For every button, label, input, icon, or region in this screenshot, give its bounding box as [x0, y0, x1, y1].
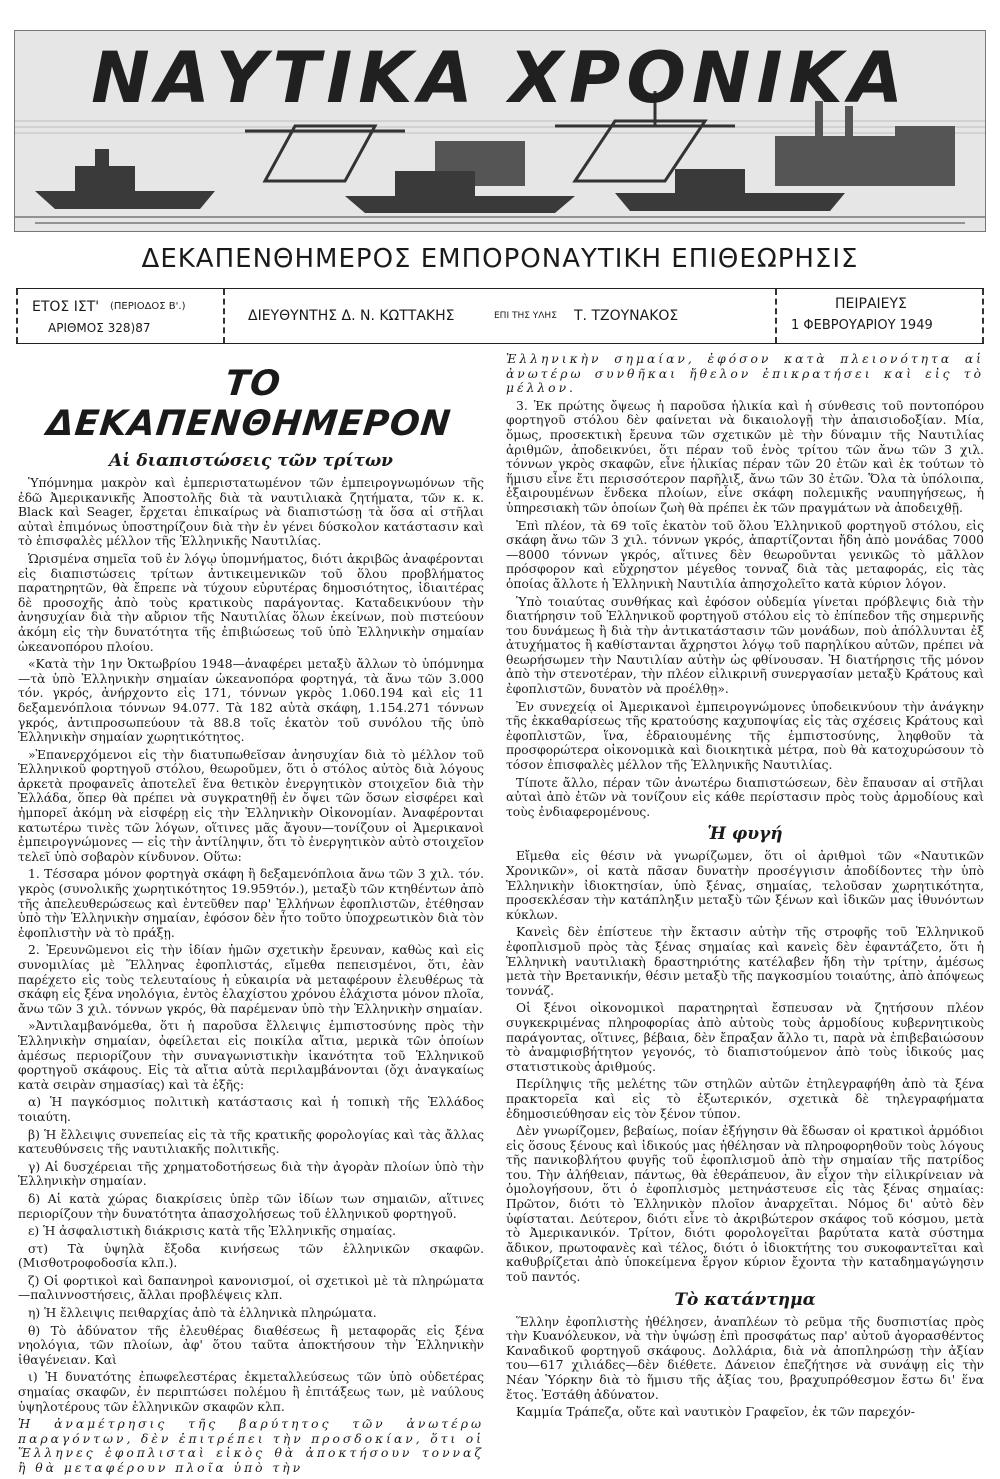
paragraph: Δὲν γνωρίζομεν, βεβαίως, ποίαν ἐξήγησιν θὰ ἔδωσαν οἱ κρατικοὶ ἁρμόδιοι εἰς ὅσους ξένους καὶ ἰδικούς μας ἠθέλησαν νὰ πληροφορηθοῦν τοὺς λόγους τῆς πανικοβλήτου φυγῆς τοῦ ἐφοπλισμοῦ ἀπὸ τὴν σημαίαν τῆς πατρίδος του. Τὴν ἀλήθειαν, πάντως, θὰ ἐθεράπευον, ἂν εἶχον τὴν εἰλικρίνειαν νὰ ὁμολογήσουν, ὅτι ὁ ἐφοπλισμὸς μετηνάστευσε εἰς τὰς ξένας σημαίας: Πρῶτον, διότι τὸ Ἑλληνικὸν πλοῖον ἀναρχεῖται. Νόμος δι' αὐτὸ δὲν ὑφίσταται. Δεύτερον, διότι εἶνε τὸ ἀκριβώτερον σκάφος τοῦ κόσμου, μετὰ τὸ Ἀμερικανικόν. Τρίτον, διότι φορολογεῖται βαρύτατα κατὰ σύστημα ἄδικον, πρωτοφανὲς καὶ τέλος, διότι ὁ ἰδιοκτήτης του συκοφαντεῖται καὶ καθυβρίζεται ἀπὸ ὑποκείμενα ἔργον κύριον ἔχοντα τὴν καταδημαγώγησιν τοῦ παντός. [506, 1124, 984, 1285]
right-column [506, 352, 984, 1423]
editor-name: Τ. ΤΖΟΥΝΑΚΟΣ [574, 308, 679, 324]
list-item: γ) Αἱ δυσχέρειαι τῆς χρηματοδοτήσεως διὰ τὴν ἀγορὰν πλοίων ὑπὸ τὴν Ἑλληνικὴν σημαίαν. [18, 1159, 484, 1189]
issue-date: 1 ΦΕΒΡΟΥΑΡΙΟΥ 1949 [791, 318, 933, 333]
paragraph: «Κατὰ τὴν 1ην Ὀκτωβρίου 1948—ἀναφέρει μεταξὺ ἄλλων τὸ ὑπόμνημα—τὰ ὑπὸ Ἑλληνικὴν σημαίαν ὠκεανοπόρα φορτηγά, τὰ ἄνω τῶν 3.000 τόν. γκρός, ἀνήρχοντο εἰς 171, τόννων γκρὸς 1.060.194 καὶ εἰς 11 δεξαμενόπλοια τόννων 94.077. Τὰ 182 αὐτὰ σκάφη, 1.154.271 τόννων γκρός, ἀντιπροσωπεύουν τὰ 88.8 τοῖς ἑκατὸν τοῦ συνόλου τῆς ὑπὸ Ἑλληνικὴν σημαίαν χωρητικότητος. [18, 657, 484, 745]
paragraph: Ἡ ἀναμέτρησις τῆς βαρύτητος τῶν ἀνωτέρω παραγόντων, δὲν ἐπιτρέπει τὴν προσδοκίαν, ὅτι οἱ Ἕλληνες ἐφοπλισταὶ εἰκὸς θὰ ἀποκτήσουν τονναζ ἢ θὰ μεταφέρουν πλοῖα ὑπὸ τὴν [18, 1417, 484, 1475]
list-item: α) Ἡ παγκόσμιος πολιτικὴ κατάστασις καὶ ἡ τοπικὴ τῆς Ἑλλάδος τοιαύτη. [18, 1095, 484, 1124]
year-label: ΕΤΟΣ ΙΣΤ' [32, 299, 100, 315]
paragraph: 2. Ἐρευνῶμενοι εἰς τὴν ἰδίαν ἡμῶν σχετικὴν ἔρευναν, καθὼς καὶ εἰς συνομιλίας μὲ Ἕλληνας ἐφοπλιστάς, εἴμεθα πεπεισμένοι, ὅτι, ἐὰν παρέχετο εἰς τοὺς τελευταίους ἡ εὐκαιρία νὰ μεταφέρουν ἐλευθέρως τὰ σκάφη εἰς ξένα νηολόγια, ἐντὸς ἐλαχίστου χρόνου ἐλάχιστα μόνον πλοῖα, ἄνω τῶν 3 χιλ. τόννων γκρός, θὰ παρέμεναν ὑπὸ τὴν Ἑλληνικὴν σημαίαν. [18, 943, 484, 1016]
paragraph: Ἑλληνικὴν σημαίαν, ἐφόσον κατὰ πλειονότητα αἱ ἀνωτέρω συνθῆκαι ἤθελον ἐπικρατήσει καὶ εἰς τὸ μέλλον. [506, 352, 984, 396]
paragraph: Κανεὶς δὲν ἐπίστευε τὴν ἔκτασιν αὐτὴν τῆς στροφῆς τοῦ Ἑλληνικοῦ ἐφοπλισμοῦ πρὸς τὰς ξένας σημαίας καὶ κανεὶς δὲν ἐφαντάζετο, ὅτι ἡ Ἑλληνικὴ ναυτιλιακὴ δραστηριότης κατέλαβεν ἤδη τὴν τρίτην, ἀμέσως μετὰ τὴν Βρετανικήν, θέσιν μεταξὺ τῆς παγκοσμίου τοιαύτης, ἀπὸ ἀπόψεως τοννάζ. [506, 925, 984, 998]
article-title: Ἡ φυγή [707, 824, 783, 845]
issue-number: ΑΡΙΘΜΟΣ 328)87 [48, 321, 151, 335]
director-name: ΔΙΕΥΘΥΝΤΗΣ Δ. Ν. ΚΩΤΤΑΚΗΣ [248, 308, 455, 324]
editor-label: ΕΠΙ ΤΗΣ ΥΛΗΣ [494, 311, 557, 321]
period-label: (ΠΕΡΙΟΔΟΣ Β'.) [110, 301, 186, 312]
paragraph: Ἕλλην ἐφοπλιστὴς ἠθέλησεν, ἀναπλέων τὸ ρεῦμα τῆς δυσπιστίας πρὸς τὴν Κυανόλευκον, νὰ τὴν ὑψώσῃ ἐπὶ προσφάτως παρ' αὐτοῦ ἀγορασθέντος Καναδικοῦ φορτηγοῦ σκάφους. Δολλάρια, διὰ νὰ ἀποπληρώσῃ τὴν ἀξίαν του—617 χιλιάδες—δὲν διέθετε. Δάνειον ἐπεζήτησε νὰ συνάψῃ εἰς τὴν Νέαν Ὑόρκην διὰ τὸ ἥμισυ τῆς ἀξίας του, βραχυπρόθεσμον ἔστω δι' ἕνα ἔτος. Ἐστάθη ἀδύνατον. [506, 1314, 984, 1402]
paragraph: Ἐπὶ πλέον, τὰ 69 τοῖς ἑκατὸν τοῦ ὅλου Ἑλληνικοῦ φορτηγοῦ στόλου, εἰς σκάφη ἄνω τῶν 3 χιλ. τόννων γκρός, ἀπαρτίζονται ἤδη ἀπὸ μονάδας 7000—8000 τόννων γκρός, αἵτινες δὲν θεωροῦνται γενικῶς τὸ μᾶλλον πρόσφορον καὶ εὔχρηστον μέγεθος τονναζ διὰ τὰς μεταφοράς, εἰς τὰς ὁποίας ἄλλοτε ἡ Ἑλληνικὴ Ναυτιλία ἀπησχολεῖτο κατὰ κύριον λόγον. [506, 518, 984, 591]
paragraph: Οἱ ξένοι οἰκονομικοὶ παρατηρηταὶ ἔσπευσαν νὰ ζητήσουν πλέον συγκεκριμένας πληροφορίας ἀπὸ αὐτοὺς τοὺς ἁρμοδίους κυβερνητικοὺς παράγοντας, οἵτινες, βέβαια, δὲν ἔπραξαν ἄλλο τι, παρὰ νὰ ἐπιβεβαιώσουν τὸ ἀναμφισβήτητον γεγονός, τὸ διαπιστούμενον ἀπὸ τοὺς ἰδικούς μας στατιστικοὺς ἀριθμούς. [506, 1001, 984, 1074]
article-title: Αἱ διαπιστώσεις τῶν τρίτων [109, 451, 393, 471]
paragraph: Ἐν συνεχείᾳ οἱ Ἀμερικανοὶ ἐμπειρογνώμονες ὑποδεικνύουν τὴν ἀνάγκην τῆς ἐκκαθαρίσεως τῆς κρατούσης καχυποψίας εἰς τὰς σχέσεις Κράτους καὶ ἐφοπλιστῶν, ἵνα, ἑδραιουμένης τῆς ἐμπιστοσύνης, ληφθοῦν τὰ προσφορώτερα οἰκονομικὰ καὶ διοικητικὰ μέτρα, ποὺ θὰ κατοχυρώσουν τὸ τόσον ἐπισφαλὲς μέλλον τῆς Ἑλληνικῆς Ναυτιλίας. [506, 699, 984, 773]
paragraph: Καμμία Τράπεζα, οὔτε καὶ ναυτικὸν Γραφεῖον, ἐκ τῶν παρεχόν- [516, 1405, 915, 1420]
issue-info-bar [16, 288, 984, 344]
paragraph: Εἴμεθα εἰς θέσιν νὰ γνωρίζωμεν, ὅτι οἱ ἀριθμοὶ τῶν «Ναυτικῶν Χρονικῶν», οἱ κατὰ πᾶσαν δυνατὴν προσέγγισιν ἀποδίδοντες τὴν ὑπὸ Ἑλληνικὴν ἰδιοκτησίαν, ὑπὸ ξένας, σημαίας, τελοῦσαν χωρητικότητα, προσεκλέσαν τὴν κατάπληξιν μεταξὺ τῶν ξένων καὶ ἰδικῶν μας ἰθυνόντων κύκλων. [506, 849, 984, 922]
newspaper-subtitle: ΔΕΚΑΠΕΝΘΗΜΕΡΟΣ ΕΜΠΟΡΟΝΑΥΤΙΚΗ ΕΠΙΘΕΩΡΗΣΙΣ [141, 244, 859, 274]
paragraph: Ὑπόμνημα μακρὸν καὶ ἐμπεριστατωμένον τῶν ἐμπειρογνωμόνων τῆς ἐδῶ Ἀμερικανικῆς Ἀποστολῆς διὰ τὰ ναυτιλιακὰ ζητήματα, τῶν κ. κ. Black καὶ Seager, ἔρχεται ἐπικαίρως νὰ διαπιστώσῃ τὰ ὅσα αἱ στῆλαι αὐταὶ ἐπιμόνως ὑποστηρίζουν διὰ τὴν ἐν γένει δύσκολον κατάστασιν καὶ τὸ ἐπισφαλὲς μέλλον τῆς Ἑλληνικῆς Ναυτιλίας. [18, 476, 484, 549]
list-item: θ) Τὸ ἀδύνατον τῆς ἐλευθέρας διαθέσεως ἢ μεταφορᾶς εἰς ξένα νηολόγια, τῶν πλοίων, ἀφ' ὅτου ταῦτα ἀποκτήσουν τὴν Ἑλληνικὴν ἰθαγένειαν. Καὶ [18, 1323, 484, 1367]
paragraph: Ὡρισμένα σημεῖα τοῦ ἐν λόγῳ ὑπομνήματος, διότι ἀκριβῶς ἀναφέρονται εἰς διαπιστώσεις τρίτων ἀντικειμενικῶν τοῦ ὅλου προβλήματος παρατηρητῶν, θὰ ἔπρεπε νὰ τύχουν εὐρυτέρας δημοσιότητος, ἰδιαιτέρας δὲ προσοχῆς ἀπὸ τοὺς κρατικοὺς παράγοντας. Καταδεικνύουν τὴν ἀνησυχίαν διὰ τὴν αὔριον τῆς Ναυτιλίας ὅλων ἐκείνων, ποὺ πιστεύουν ἀκόμη εἰς τὴν δυνατότητα τῆς ἐπιβιώσεως τοῦ ὑπὸ Ἑλληνικὴν σημαίαν ὠκεανοπόρου πλοίου. [18, 551, 484, 654]
paragraph: 1. Τέσσαρα μόνον φορτηγὰ σκάφη ἢ δεξαμενόπλοια ἄνω τῶν 3 χιλ. τόν. γκρὸς (συνολικῆς χωρητικότητος 19.959τόν.), μεταξὺ τῶν κτηθέντων ἀπὸ τῆς ἀπελευθερώσεως καὶ ἐντεῦθεν παρ' Ἑλλήνων ἐφοπλιστῶν, ἐτέθησαν ὑπὸ τὴν Ἑλληνικὴν σημαίαν, ἐφόσον δὲν ἦτο τοῦτο ὑποχρεωτικὸν διὰ τὸν ἐφοπλιστὴν νὰ τὸ πράξῃ. [18, 867, 484, 940]
issue-number-box [16, 289, 225, 343]
masthead-banner [14, 30, 986, 232]
newspaper-title: ΝΑΥΤΙΚΑ ΧΡΟΝΙΚΑ [91, 37, 909, 119]
paragraph: 3. Ἐκ πρώτης ὄψεως ἡ παροῦσα ἡλικία καὶ ἡ σύνθεσις τοῦ ποντοπόρου φορτηγοῦ στόλου δὲν φαίνεται νὰ δικαιολογῇ τὴν ἀπαισιοδοξίαν. Μία, ὅμως, προσεκτικὴ ἔρευνα τῶν σχετικῶν μὲ τὴν δύναμιν τῆς Ναυτιλίας ἀριθμῶν, ἀποδεικνύει, ὅτι πέραν τοῦ ἑνὸς τρίτου τῶν ἄνω τῶν 3 χιλ. τόννων γκρὸς σκαφῶν, εἶνε ἡλικίας πέραν τῶν 20 ἐτῶν καὶ ἐκ τούτων τὸ ἥμισυ εἶνε ἔτι περισσότερον παρῆλιξ, ἄνω τῶν 30 ἐτῶν. Ὅλα τὰ ὑπόλοιπα, ἐξαιρουμένων ἕνδεκα πλοίων, εἶνε σκάφη πολεμικῆς ναυπηγήσεως, ἡ ὑπηρεσιακὴ τῶν ὁποίων ζωὴ θὰ πρέπει ἐκ τῶν πραγμάτων νὰ ἀποδειχθῇ. [506, 398, 984, 515]
list-item: β) Ἡ ἔλλειψις συνεπείας εἰς τὰ τῆς κρατικῆς φορολογίας καὶ τὰς ἄλλας κατευθύνσεις τῆς ναυτιλιακῆς πολιτικῆς. [18, 1127, 484, 1157]
paragraph: »Ἐπανερχόμενοι εἰς τὴν διατυπωθεῖσαν ἀνησυχίαν διὰ τὸ μέλλον τοῦ Ἑλληνικοῦ φορτηγοῦ στόλου, θεωροῦμεν, ὅτι ὁ στόλος αὐτὸς διὰ λόγους ἀρκετὰ προφανεῖς ἀποτελεῖ ἕνα θετικὸν ἐνεργητικὸν στοιχεῖον διὰ τὴν Ἑλλάδα, ὅπερ θὰ πρέπει νὰ συγκρατηθῇ ἐν ὄψει τῶν ὅσων εἰσφέρει καὶ ἠμπορεῖ ἀκόμη νὰ εἰσφέρῃ εἰς τὴν Ἑλληνικὴν Οἰκονομίαν. Ἀναφέρονται κατωτέρω τινὲς τῶν λόγων, οἵτινες μᾶς ἄγουν—τονίζουν οἱ Ἀμερικανοὶ ἐμπειρογνώμονες — εἰς τὴν ἀντίληψιν, ὅτι τὸ ἐνεργητικὸν αὐτὸ στοιχεῖον τελεῖ ὑπὸ σοβαρὸν κίνδυνον. Οὕτω: [18, 747, 484, 864]
paragraph: Τίποτε ἄλλο, πέραν τῶν ἀνωτέρω διαπιστώσεων, δὲν ἔπαυσαν αἱ στῆλαι αὐταὶ ἀπὸ ἐτῶν νὰ τονίζουν εἰς κάθε περίστασιν πρὸς τοὺς ἁρμοδίους καὶ τοὺς ἐνδιαφερομένους. [506, 775, 984, 819]
paragraph: »Ἀντιλαμβανόμεθα, ὅτι ἡ παροῦσα ἔλλειψις ἐμπιστοσύνης πρὸς τὴν Ἑλληνικὴν σημαίαν, ὀφείλεται εἰς ποικίλα αἴτια, μερικὰ τῶν ὁποίων ἀμέσως περιορίζουν τὴν συναγωνιστικὴν ἱκανότητα τοῦ Ἑλληνικοῦ φορτηγοῦ σκάφους. Εἰς τὰ αἴτια αὐτὰ περιλαμβάνονται (ὄχι ἀναγκαίως κατὰ σειρὰν σημασίας) καὶ τὰ ἑξῆς: [18, 1019, 484, 1092]
list-item: ζ) Οἱ φορτικοὶ καὶ δαπανηροὶ κανονισμοί, οἱ σχετικοὶ μὲ τὰ πληρώματα—παλιννοστήσεις, ἄλλαι προβλέψεις κλπ. [18, 1273, 484, 1303]
list-item: ι) Ἡ δυνατότης ἐπωφελεστέρας ἐκμεταλλεύσεως τῶν ὑπὸ οὐδετέρας σημαίας σκαφῶν, ἐν περιπτώσει πολέμου ἢ ἐπιτάξεως των, μὲ ναύλους ὑψηλοτέρους τῶν ἑλληνικῶν σκαφῶν κλπ. [18, 1370, 484, 1414]
left-column [18, 354, 484, 1479]
paragraph: Περίληψις τῆς μελέτης τῶν στηλῶν αὐτῶν ἐτηλεγραφήθη ἀπὸ τὰ ξένα πρακτορεῖα καὶ εἰς τὸ ἐξωτερικόν, σχετικὰ δὲ τηλεγραφήματα ἐδημοσιεύθησαν εἰς τὸν ξένον τύπον. [506, 1077, 984, 1121]
section-heading: ΤΟ ΔΕΚΑΠΕΝΘΗΜΕΡΟΝ [44, 364, 454, 444]
list-item: ε) Ἡ ἀσφαλιστικὴ διάκρισις κατὰ τῆς Ἑλληνικῆς σημαίας. [28, 1224, 397, 1239]
list-item: δ) Αἱ κατὰ χώρας διακρίσεις ὑπὲρ τῶν ἰδίων των σημαιῶν, αἵτινες περιορίζουν τὴν δυνατότητα ἀπασχολήσεως τοῦ ἑλληνικοῦ φορτηγοῦ. [18, 1191, 484, 1221]
article-title: Τὸ κατάντημα [674, 1289, 816, 1310]
list-item: στ) Τὰ ὑψηλὰ ἔξοδα κινήσεως τῶν ἑλληνικῶν σκαφῶν. (Μισθοτροφοδοσία κλπ.). [18, 1241, 484, 1271]
date-box [775, 289, 984, 343]
paragraph: Ὑπὸ τοιαύτας συνθήκας καὶ ἐφόσον οὐδεμία γίνεται πρόβλεψις διὰ τὴν διατήρησιν τοῦ Ἑλληνικοῦ φορτηγοῦ στόλου εἰς τὸ ἐπίπεδον τῆς σημερινῆς του δυνάμεως ἢ διὰ τὴν ἀντικατάστασιν τῶν μονάδων, ποὺ ἀπόλλυνται ἐξ ἀτυχήματος ἢ καθίστανται ἄχρηστοι λόγῳ τοῦ παρηλίκου αὐτῶν, πρέπει νὰ θεωρήσωμεν τὴν Ναυτιλίαν αὐτὴν ὡς φθίνουσαν. Ἡ διατήρησις τῆς μόνον ἀπὸ τὴν στενοτέραν, τὴν πλέον εἰλικρινῆ συνεργασίαν μεταξὺ Κράτους καὶ ἐφοπλιστῶν, δυνατὸν νὰ προέλθῃ». [506, 594, 984, 697]
city-label: ΠΕΙΡΑΙΕΥΣ [835, 296, 907, 312]
list-item: η) Ἡ ἔλλειψις πειθαρχίας ἀπὸ τὰ ἑλληνικὰ πληρώματα. [28, 1306, 377, 1321]
